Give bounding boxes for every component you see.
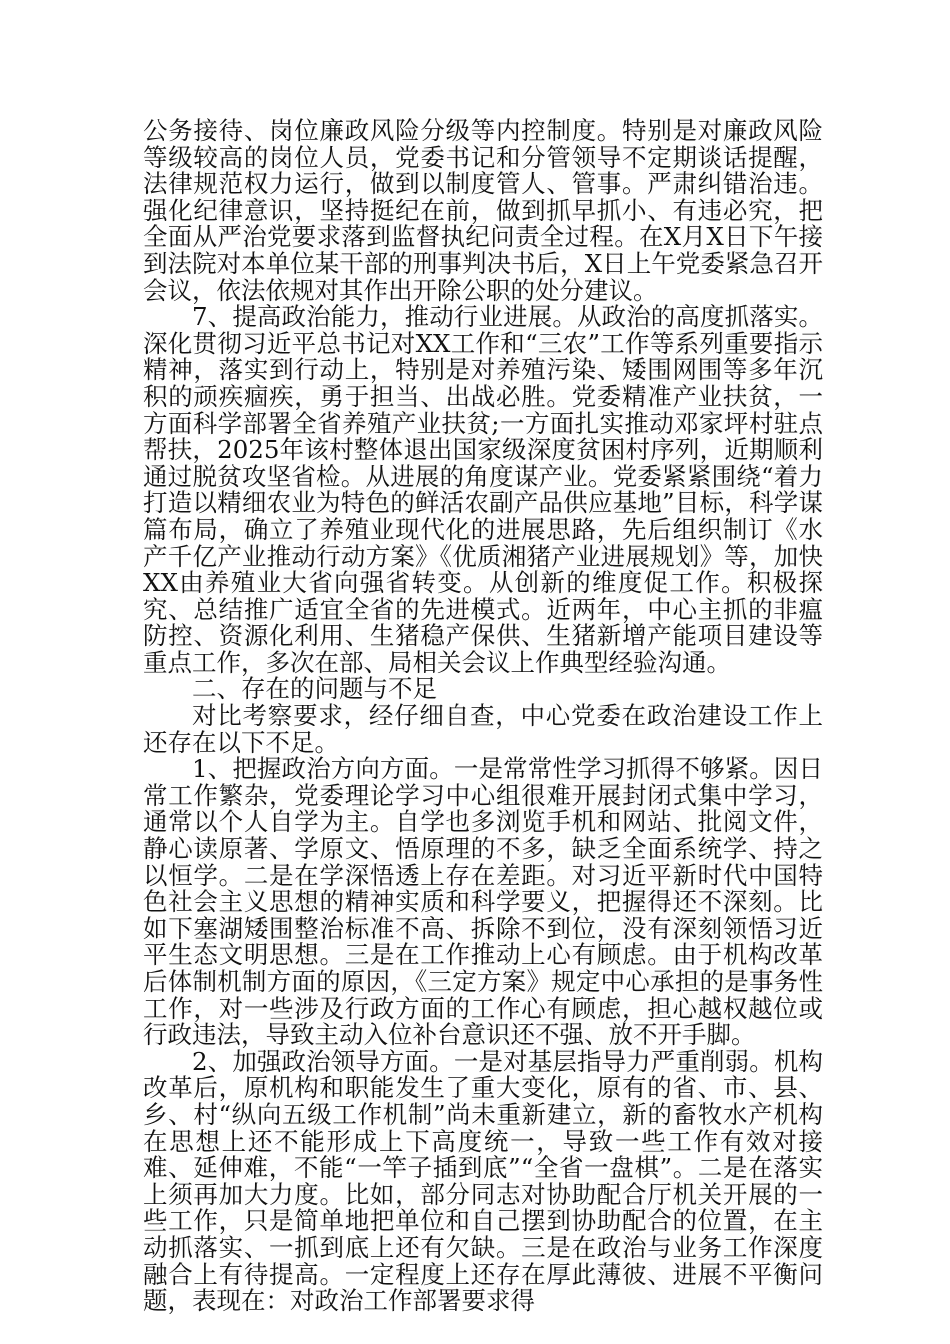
section-heading-problems: 二、存在的问题与不足 bbox=[192, 674, 437, 704]
document-page bbox=[143, 118, 823, 1315]
paragraph-political-direction: 1、把握政治方向方面。一是常常性学习抓得不够紧。因日常工作繁杂，党委理论学习中心组很难开展封闭式集中学习，通常以个人自学为主。自学也多浏览手机和网站、批阅文件，静心读原著、学原文、悟原理的不多，缺乏全面系统学、持之以恒学。二是在学深悟透上存在差距。对习近平新时代中国特色社会主义思想的精神实质和科学要义，把握得还不深刻。比如下塞湖矮围整治标准不高、拆除不到位，没有深刻领悟习近平生态文明思想。三是在工作推动上心有顾虑。由于机构改革后体制机制方面的原因，《三定方案》规定中心承担的是事务性工作，对一些涉及行政方面的工作心有顾虑，担心越权越位或行政违法，导致主动入位补台意识还不强、放不开手脚。 bbox=[143, 754, 823, 1050]
paragraph-integrity-controls: 公务接待、岗位廉政风险分级等内控制度。特别是对廉政风险等级较高的岗位人员，党委书记和分管领导不定期谈话提醒，法律规范权力运行，做到以制度管人、管事。严肃纠错治违。强化纪律意识，坚持挺纪在前，做到抓早抓小、有违必究，把全面从严治党要求落到监督执纪问责全过程。在X月X日下午接到法院对本单位某干部的刑事判决书后，X日上午党委紧急召开会议，依法依规对其作出开除公职的处分建议。 bbox=[143, 116, 823, 305]
paragraph-political-capability: 7、提高政治能力，推动行业进展。从政治的高度抓落实。深化贯彻习近平总书记对XX工作和“三农”工作等系列重要指示精神，落实到行动上，特别是对养殖污染、矮围网围等多年沉积的顽疾痼疾，勇于担当、出战必胜。党委精准产业扶贫，一方面科学部署全省养殖产业扶贫;一方面扎实推动邓家坪村驻点帮扶，2025年该村整体退出国家级深度贫困村序列，近期顺利通过脱贫攻坚省检。从进展的角度谋产业。党委紧紧围绕“着力打造以精细农业为特色的鲜活农副产品供应基地”目标，科学谋篇布局，确立了养殖业现代化的进展思路，先后组织制订《水产千亿产业推动行动方案》《优质湘猪产业进展规划》等，加快XX由养殖业大省向强省转变。从创新的维度促工作。积极探究、总结推广适宜全省的先进模式。近两年，中心主抓的非瘟防控、资源化利用、生猪稳产保供、生猪新增产能项目建设等重点工作，多次在部、局相关会议上作典型经验沟通。 bbox=[143, 302, 823, 677]
paragraph-self-inspection: 对比考察要求，经仔细自查，中心党委在政治建设工作上还存在以下不足。 bbox=[143, 701, 823, 757]
paragraph-political-leadership: 2、加强政治领导方面。一是对基层指导力严重削弱。机构改革后，原机构和职能发生了重大变化，原有的省、市、县、乡、村“纵向五级工作机制”尚未重新建立，新的畜牧水产机构在思想上还不能形成上下高度统一，导致一些工作有效对接难、延伸难，不能“一竿子插到底”“全省一盘棋”。二是在落实上须再加大力度。比如，部分同志对协助配合厅机关开展的一些工作，只是简单地把单位和自己摆到协助配合的位置，在主动抓落实、一抓到底上还有欠缺。三是在政治与业务工作深度融合上有待提高。一定程度上还存在厚此薄彼、进展不平衡问题，表现在：对政治工作部署要求得 bbox=[143, 1046, 823, 1316]
